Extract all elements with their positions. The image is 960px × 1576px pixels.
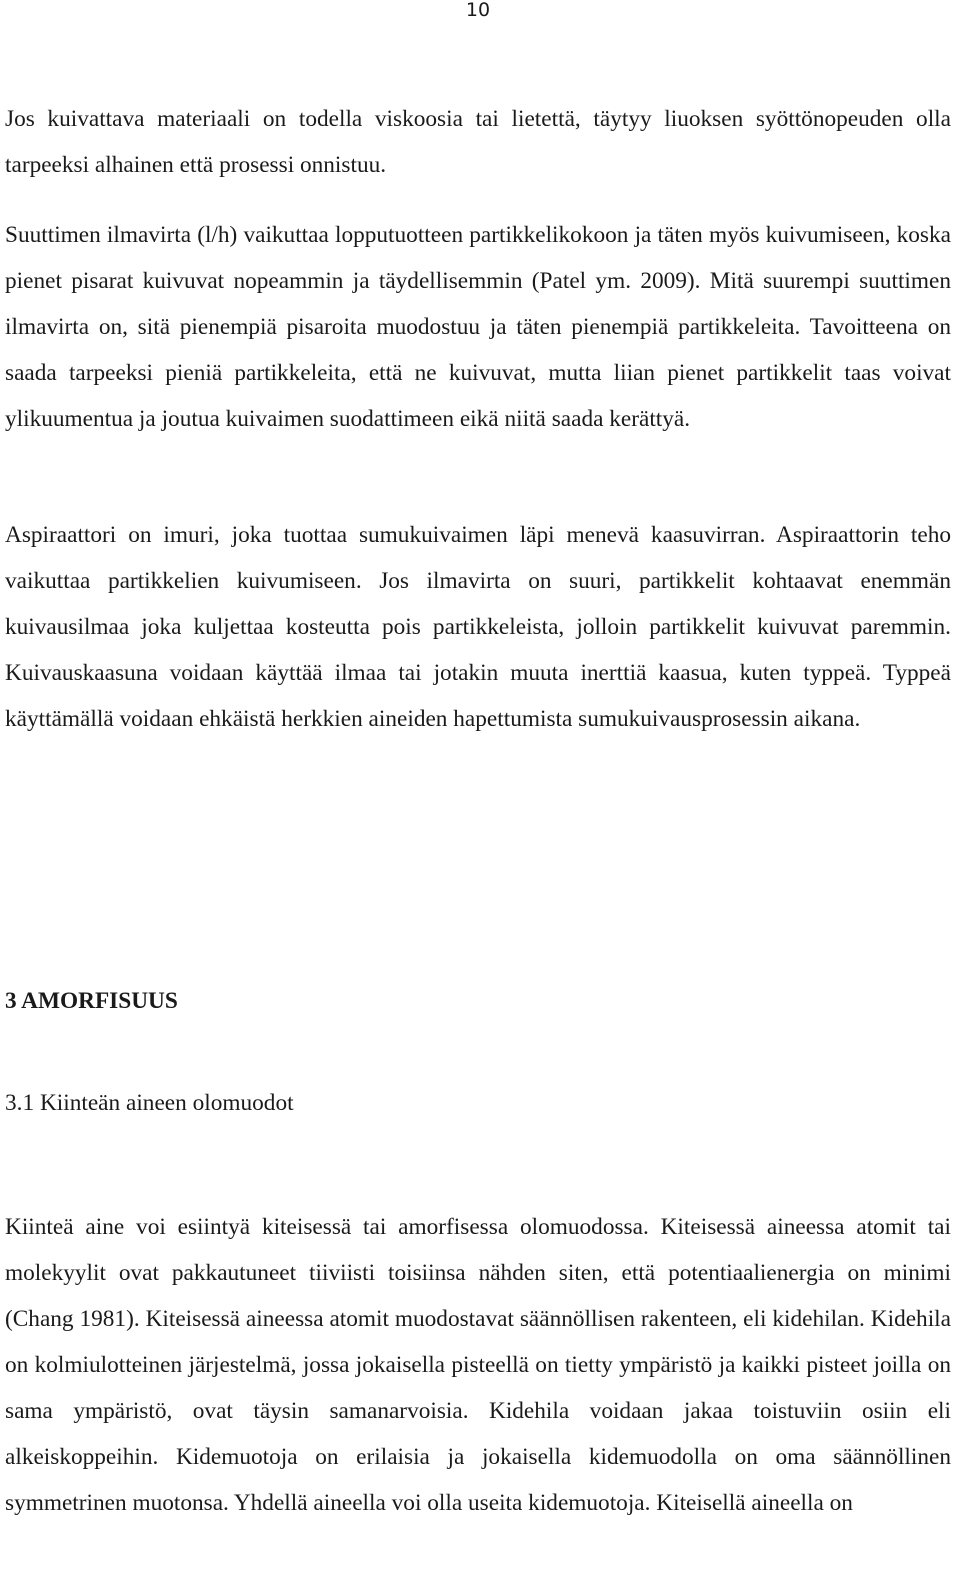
paragraph-solid-states: Kiinteä aine voi esiintyä kiteisessä tai amorfisessa olomuodossa. Kiteisessä aineessa atomit tai molekyylit ovat pakkautuneet tiiviisti toisiinsa nähden siten, että potentiaalienergia on minimi (Chang 1981). Kiteisessä aineessa atomit muodostavat säännöllisen rakenteen, eli kidehilan. Kidehila on kolmiulotteinen järjestelmä, jossa jokaisella pisteellä on tietty ympäristö ja kaikki pisteet joilla on sama ympäristö, ovat täysin samanarvoisia. Kidehila voidaan jakaa toistuviin osiin eli alkeiskoppeihin. Kidemuotoja on erilaisia ja jokaisella kidemuodolla on oma säännöllinen symmetrinen muotonsa. Yhdellä aineella voi olla useita kidemuotoja. Kiteisellä aineella on: [5, 1214, 951, 1516]
section-body-text: [5, 1204, 951, 1526]
page-number: 10: [465, 0, 491, 21]
paragraph-feed-rate: Jos kuivattava materiaali on todella viskoosia tai lietettä, täytyy liuoksen syöttönopeuden olla tarpeeksi alhainen että prosessi onnistuu.: [5, 106, 951, 178]
chapter-heading: 3 AMORFISUUS: [5, 988, 178, 1014]
body-text: [5, 96, 951, 788]
paragraph-aspirator: Aspiraattori on imuri, joka tuottaa sumukuivaimen läpi menevä kaasuvirran. Aspiraattorin teho vaikuttaa partikkelien kuivumiseen. Jos ilmavirta on suuri, partikkelit kohtaavat enemmän kuivausilmaa joka kuljettaa kosteutta pois partikkeleista, jolloin partikkelit kuivuvat paremmin. Kuivauskaasuna voidaan käyttää ilmaa tai jotakin muuta inerttiä kaasua, kuten typpeä. Typpeä käyttämällä voidaan ehkäistä herkkien aineiden hapettumista sumukuivausprosessin aikana.: [5, 522, 951, 732]
paragraph-nozzle-airflow: Suuttimen ilmavirta (l/h) vaikuttaa lopputuotteen partikkelikokoon ja täten myös kuivumiseen, koska pienet pisarat kuivuvat nopeammin ja täydellisemmin (Patel ym. 2009). Mitä suurempi suuttimen ilmavirta on, sitä pienempiä pisaroita muodostuu ja täten pienempiä partikkeleita. Tavoitteena on saada tarpeeksi pieniä partikkeleita, että ne kuivuvat, mutta liian pienet partikkelit taas voivat ylikuumentua ja joutua kuivaimen suodattimeen eikä niitä saada kerättyä.: [5, 222, 951, 432]
section-heading: 3.1 Kiinteän aineen olomuodot: [5, 1090, 294, 1116]
